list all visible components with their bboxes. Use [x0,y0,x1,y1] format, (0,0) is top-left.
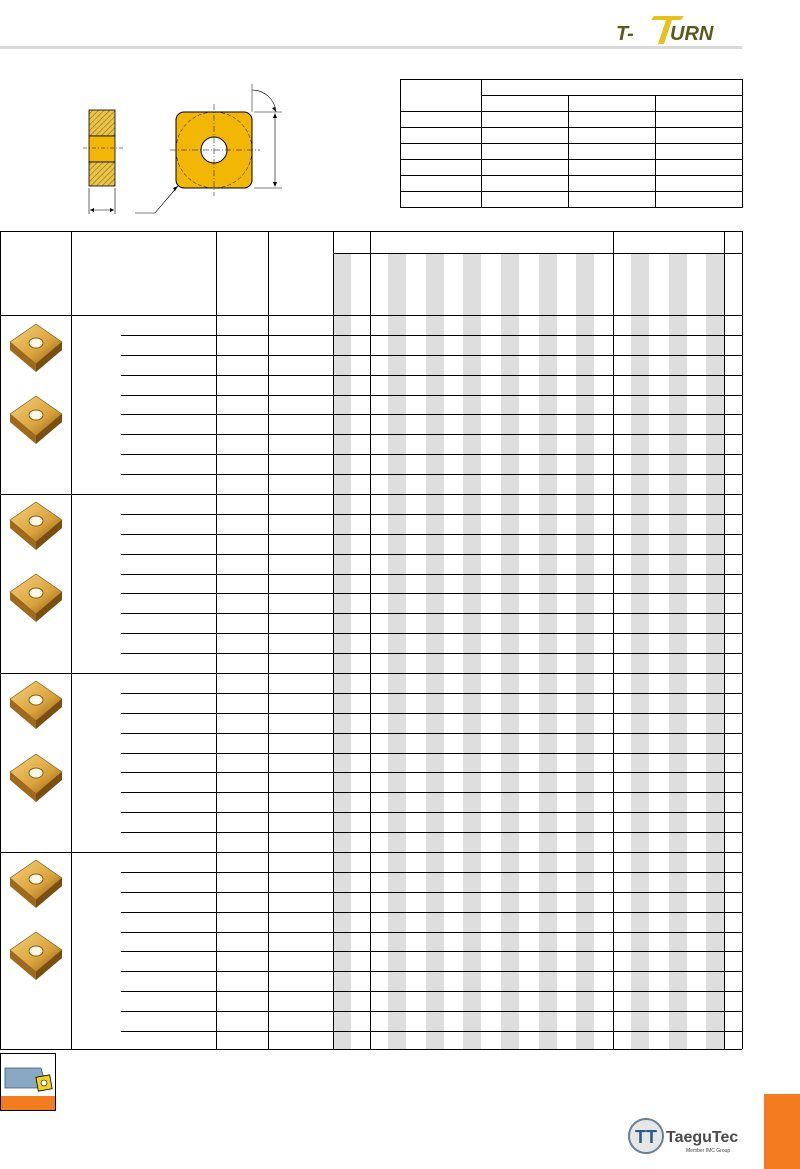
grade-column-stripe [576,253,594,1049]
table-row-line [121,534,742,535]
external-turning-icon [0,1053,56,1111]
spec-row [401,176,743,192]
column-divider [216,231,217,1049]
grade-column-stripe [388,253,406,1049]
table-row-line [121,733,742,734]
spec-subheader-cell [656,96,743,112]
spec-header-cell [482,80,743,96]
table-top-border [0,231,742,232]
spec-row [401,128,743,144]
group-separator [0,494,742,495]
table-row-line [121,395,742,396]
spec-subheader-cell [482,96,569,112]
table-row-line [121,474,742,475]
table-row-line [121,355,742,356]
grade-column-stripe [631,253,649,1049]
column-divider [0,231,1,1049]
grade-column-stripe [669,253,687,1049]
table-row-line [121,812,742,813]
spec-row [401,192,743,208]
grade-column-stripe [426,253,444,1049]
insert-photo [6,320,66,378]
table-row-line [121,414,742,415]
table-row-line [121,912,742,913]
svg-text:T-: T- [616,23,634,45]
table-row-line [121,514,742,515]
table-row-line [121,454,742,455]
table-row-line [121,554,742,555]
table-row-line [121,574,742,575]
table-row-line [121,971,742,972]
insert-photo [6,856,66,914]
grade-column-stripe [333,253,351,1049]
insert-top-view [130,80,290,220]
table-row-line [121,753,742,754]
group-separator [0,852,742,853]
table-row-line [121,434,742,435]
group-separator [0,315,742,316]
spec-row [401,112,743,128]
column-divider [370,231,371,1049]
svg-text:TaeguTec: TaeguTec [666,1129,739,1146]
svg-text:Member IMC Group: Member IMC Group [686,1148,731,1154]
section-tab [764,1094,800,1169]
table-row-line [121,932,742,933]
table-row-line [121,951,742,952]
table-row-line [121,872,742,873]
t-turn-logo [614,14,744,48]
svg-text:TT: TT [635,1127,657,1147]
table-row-line [121,693,742,694]
spec-subheader-cell [569,96,656,112]
insert-photo [6,677,66,735]
table-row-line [121,991,742,992]
table-row-line [121,375,742,376]
svg-text:URN: URN [670,23,714,45]
table-row-line [121,335,742,336]
table-row-line [121,613,742,614]
table-row-line [121,593,742,594]
column-divider [742,231,743,1049]
spec-header-cell [401,80,482,112]
table-row-line [121,892,742,893]
grade-column-stripe [706,253,724,1049]
taegutec-logo [626,1112,746,1157]
insert-photo [6,498,66,556]
group-separator [0,673,742,674]
grade-column-stripe [539,253,557,1049]
insert-photo [6,570,66,628]
table-row-line [121,1011,742,1012]
table-row-line [121,633,742,634]
table-row-line [121,772,742,773]
dimension-table [400,79,743,208]
spec-row [401,144,743,160]
insert-side-view [80,100,130,220]
grade-column-stripe [463,253,481,1049]
column-divider [268,231,269,1049]
insert-photo [6,750,66,808]
header-subrule [333,253,742,254]
table-row-line [121,792,742,793]
group-tick [0,852,8,853]
column-divider [613,231,614,1049]
table-bottom-border [0,1049,742,1050]
column-divider [71,231,72,1049]
table-row-line [121,653,742,654]
table-row-line [121,713,742,714]
grade-column-stripe [501,253,519,1049]
table-row-line [121,1031,742,1032]
spec-row [401,160,743,176]
insert-photo [6,392,66,450]
column-divider [333,231,334,1049]
table-row-line [121,832,742,833]
column-divider [724,231,725,1049]
insert-photo [6,928,66,986]
